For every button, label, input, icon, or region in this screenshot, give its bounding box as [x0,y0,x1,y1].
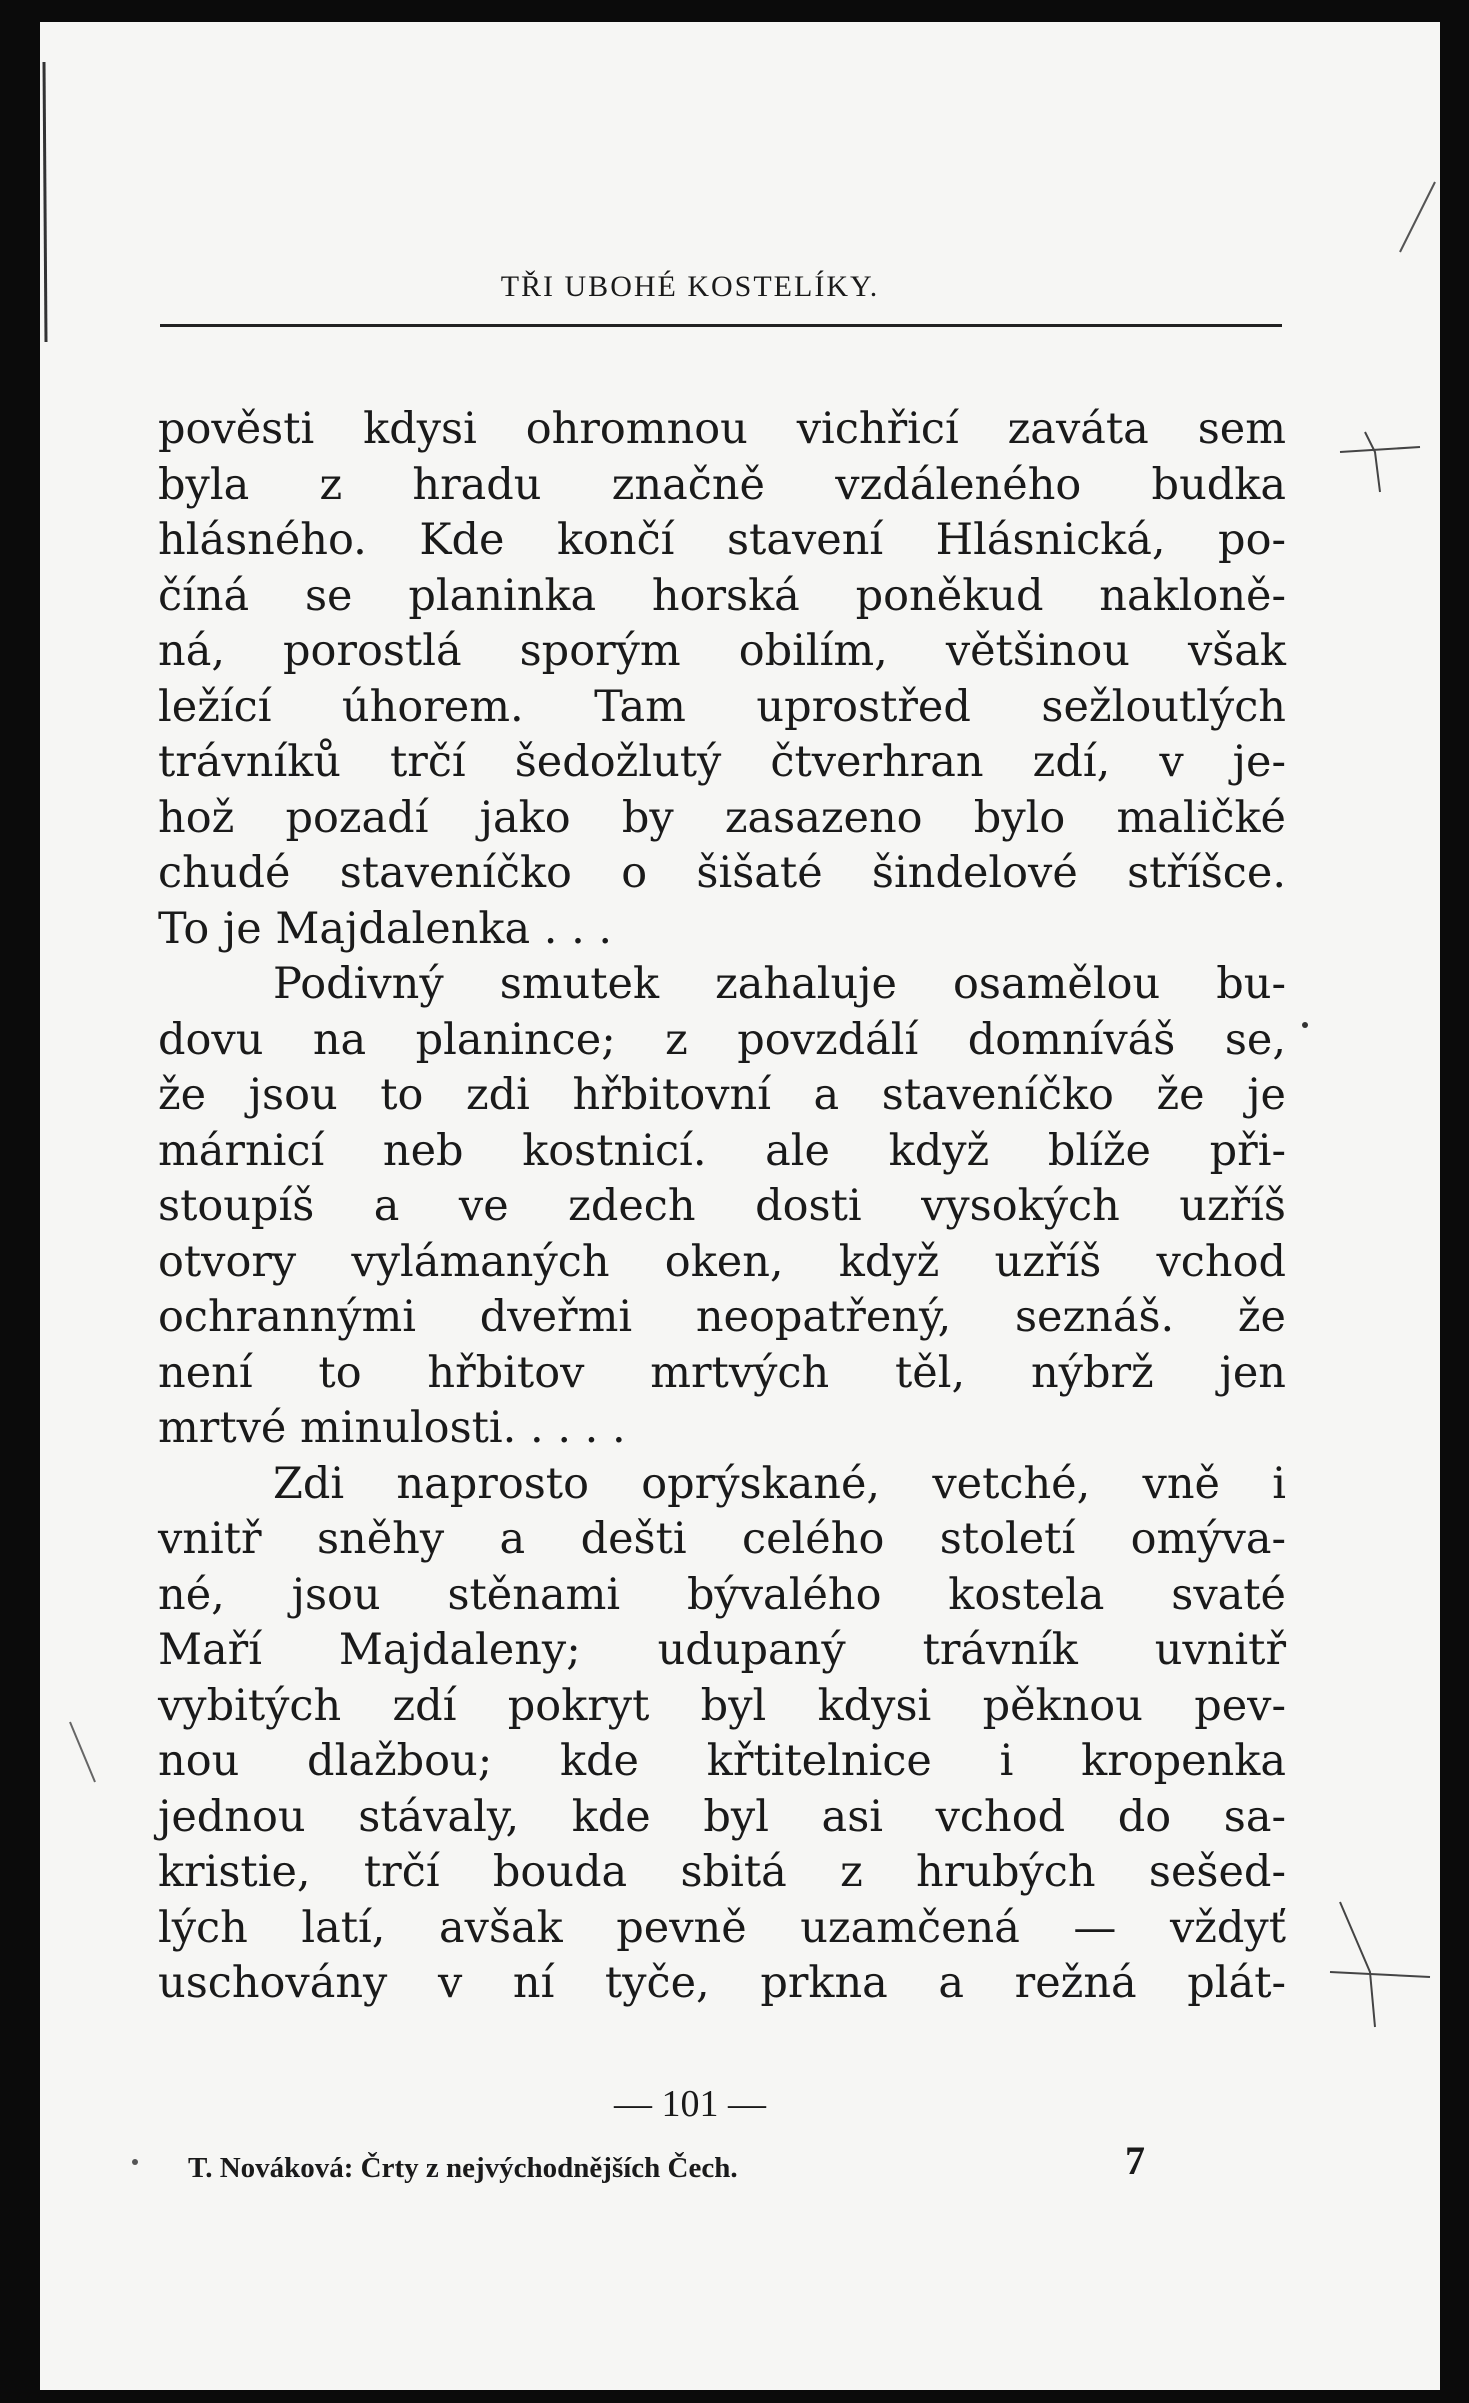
text-line: otvory vylámaných oken, když uzříš vchod [158,1236,1286,1287]
printer-signature: T. Nováková: Črty z nejvýchodnějších Čech. [188,2152,738,2184]
page-number: — 101 — [614,2083,766,2125]
book-page [40,22,1440,2390]
text-line: márnicí neb kostnicí. ale když blíže při- [158,1125,1286,1176]
text-line: ochrannými dveřmi neopatřený, seznáš. že [158,1292,1286,1342]
text-line: vnitř sněhy a dešti celého století omýva- [158,1514,1286,1564]
text-line: vybitých zdí pokryt byl kdysi pěknou pev- [158,1680,1286,1731]
text-line: To je Majdalenka . . . [158,903,613,954]
text-line: hlásného. Kde končí stavení Hlásnická, po- [158,515,1286,565]
margin-pencil-marks [40,22,1440,2390]
text-line: Zdi naprosto oprýskané, vetché, vně i [273,1458,1286,1509]
text-line: dovu na planince; z povzdálí domníváš se, [158,1014,1286,1065]
text-line: trávníků trčí šedožlutý čtverhran zdí, v je- [158,737,1286,787]
text-line: chudé staveníčko o šišaté šindelové stříšce. [158,848,1286,898]
text-line: číná se planinka horská poněkud nakloně- [158,570,1286,621]
text-line: ležící úhorem. Tam uprostřed sežloutlých [158,681,1286,732]
text-line: hož pozadí jako by zasazeno bylo maličké [158,792,1286,843]
text-line: že jsou to zdi hřbitovní a staveníčko že je [158,1070,1286,1120]
text-line: lých latí, avšak pevně uzamčená — vždyť [158,1902,1286,1953]
text-line: stoupíš a ve zdech dosti vysokých uzříš [158,1181,1286,1231]
text-line: Podivný smutek zahaluje osamělou bu- [273,959,1286,1009]
running-title: TŘI UBOHÉ KOSTELÍKY. [500,270,880,303]
text-line: mrtvé minulosti. . . . . [158,1403,626,1453]
signature-number: 7 [1125,2138,1145,2183]
text-line: jednou stávaly, kde byl asi vchod do sa- [158,1791,1286,1842]
text-line: ná, porostlá sporým obilím, většinou však [158,626,1286,676]
text-line: není to hřbitov mrtvých těl, nýbrž jen [158,1347,1286,1398]
text-line: byla z hradu značně vzdáleného budka [158,459,1286,510]
text-line: nou dlažbou; kde křtitelnice i kropenka [158,1736,1286,1786]
text-line: uschovány v ní tyče, prkna a režná plát- [158,1958,1286,2008]
text-line: pověsti kdysi ohromnou vichřicí zaváta sem [158,404,1286,454]
text-line: Maří Majdaleny; udupaný trávník uvnitř [158,1625,1286,1675]
text-line: né, jsou stěnami bývalého kostela svaté [158,1569,1286,1620]
text-line: kristie, trčí bouda sbitá z hrubých sešed- [158,1847,1286,1897]
